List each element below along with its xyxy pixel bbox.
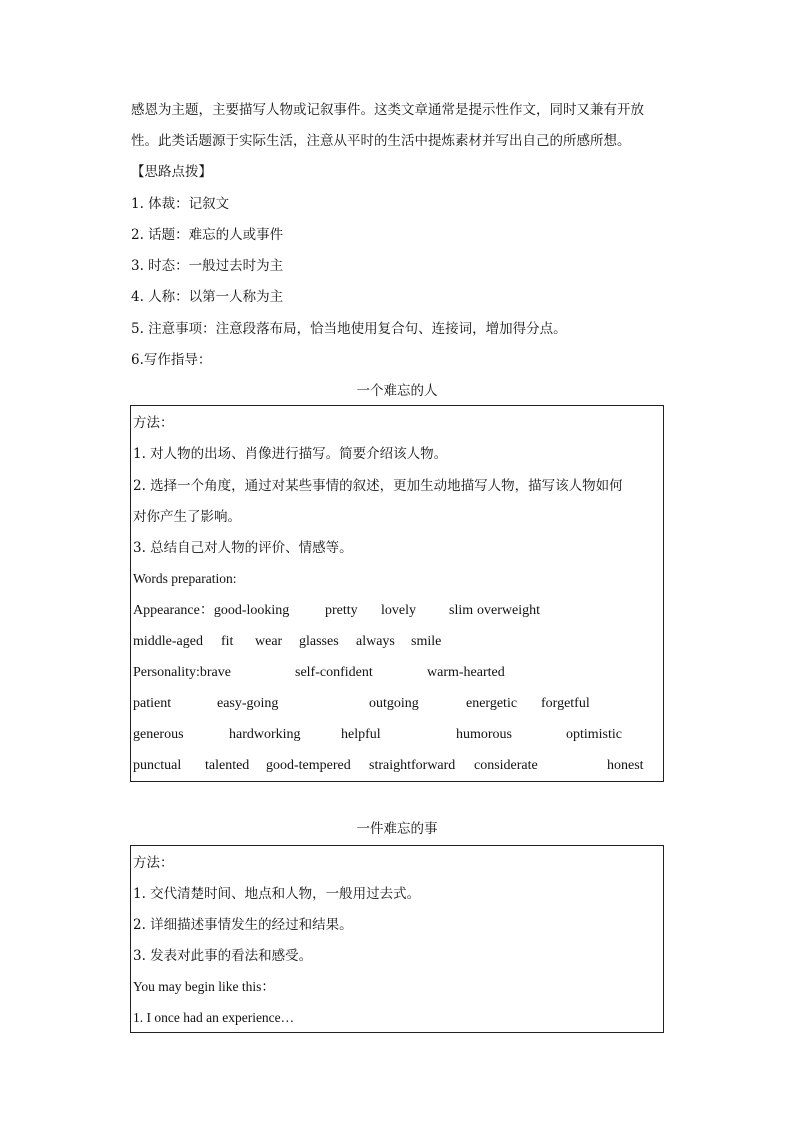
word-item: good-tempered <box>266 758 351 773</box>
word-item: humorous <box>456 727 512 742</box>
word-item: overweight <box>477 603 540 618</box>
word-item: patient <box>133 696 172 711</box>
word-item: fit <box>221 634 234 649</box>
box1-step-1: 1. 对人物的出场、肖像进行描写。简要介绍该人物。 <box>133 446 448 462</box>
box1-step-2: 2. 选择一个角度，通过对某些事情的叙述，更加生动地描写人物，描写该人物如何 <box>133 478 623 494</box>
box1-method-label: 方法： <box>133 415 174 431</box>
word-item: easy-going <box>217 696 279 711</box>
box1-step-2-cont: 对你产生了影响。 <box>133 509 241 525</box>
box1-title: 一个难忘的人 <box>356 383 438 399</box>
box2-step-1: 1. 交代清楚时间、地点和人物，一般用过去式。 <box>133 886 421 902</box>
point-notes: 5. 注意事项：注意段落布局，恰当地使用复合句、连接词，增加得分点。 <box>131 321 567 337</box>
box2-title: 一件难忘的事 <box>356 821 438 837</box>
word-item: energetic <box>466 696 518 711</box>
word-item: slim <box>449 603 474 618</box>
word-item: optimistic <box>566 727 622 742</box>
intro-line-2: 性。此类话题源于实际生活，注意从平时的生活中提炼素材并写出自己的所感所想。 <box>131 133 631 149</box>
word-item: middle-aged <box>133 634 203 649</box>
word-item: self-confident <box>295 665 373 680</box>
intro-line-1: 感恩为主题，主要描写人物或记叙事件。这类文章通常是提示性作文，同时又兼有开放 <box>131 102 644 118</box>
unforgettable-event-box <box>130 845 664 1033</box>
word-item: wear <box>255 634 283 649</box>
word-item: helpful <box>341 727 381 742</box>
point-tense: 3. 时态：一般过去时为主 <box>131 258 284 274</box>
word-item: straightforward <box>369 758 456 773</box>
word-item: lovely <box>381 603 416 618</box>
word-item: outgoing <box>369 696 419 711</box>
word-item: talented <box>205 758 250 773</box>
word-item: punctual <box>133 758 182 773</box>
word-item: Personality:brave <box>133 665 231 680</box>
box2-step-2: 2. 详细描述事情发生的经过和结果。 <box>133 917 353 933</box>
word-item: Appearance：good-looking <box>133 603 290 618</box>
point-topic: 2. 话题：难忘的人或事件 <box>131 227 284 243</box>
section-heading: 【思路点拨】 <box>131 164 212 180</box>
point-genre: 1. 体裁：记叙文 <box>131 196 230 212</box>
begin-like-label: You may begin like this： <box>133 979 275 994</box>
word-item: warm-hearted <box>427 665 505 680</box>
word-item: honest <box>607 758 644 773</box>
box2-method-label: 方法： <box>133 855 174 871</box>
word-item: smile <box>411 634 442 649</box>
box1-step-3: 3. 总结自己对人物的评价、情感等。 <box>133 540 353 556</box>
example-opening: 1. I once had an experience… <box>133 1010 295 1025</box>
unforgettable-person-box <box>130 405 664 782</box>
word-item: considerate <box>474 758 538 773</box>
word-item: hardworking <box>229 727 301 742</box>
word-item: always <box>356 634 395 649</box>
box2-step-3: 3. 发表对此事的看法和感受。 <box>133 948 313 964</box>
word-item: generous <box>133 727 184 742</box>
word-item: forgetful <box>541 696 590 711</box>
point-person: 4. 人称：以第一人称为主 <box>131 289 284 305</box>
word-item: glasses <box>299 634 339 649</box>
point-guidance: 6.写作指导： <box>131 352 212 368</box>
word-item: pretty <box>325 603 358 618</box>
words-preparation-label: Words preparation: <box>133 571 237 586</box>
